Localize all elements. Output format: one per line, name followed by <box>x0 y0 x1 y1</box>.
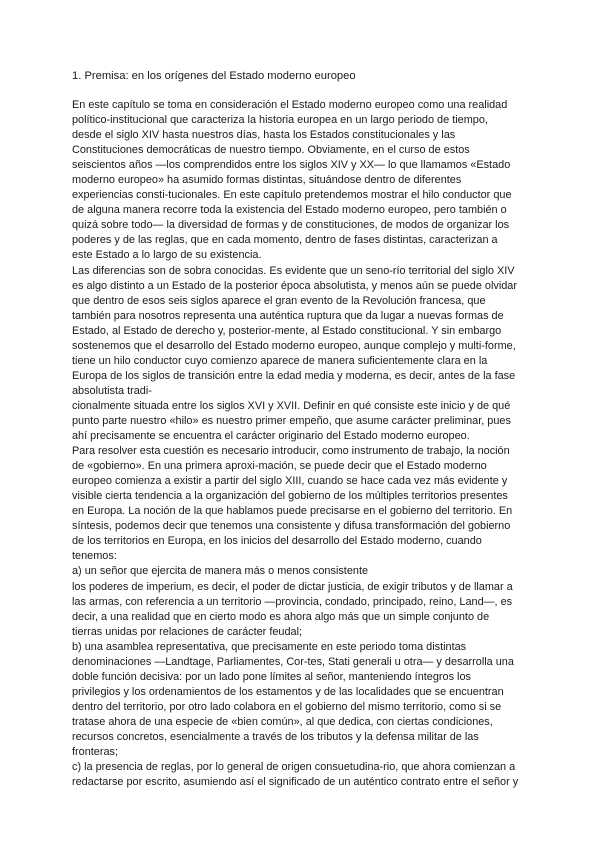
text-line: seiscientos años —los comprendidos entre los siglos XIV y XX— lo que llamamos «Estado <box>72 159 511 172</box>
body-text <box>72 98 552 790</box>
text-line: tierras unidas por relaciones de carácter feudal; <box>72 625 303 638</box>
text-line: este Estado a lo largo de su existencia. <box>72 249 262 262</box>
text-line: es algo distinto a un Estado de la posterior época absolutista, y menos aún se puede olvidar <box>72 279 517 292</box>
text-line: quizá sobre todo— la diversidad de formas y de constituciones, de modos de organizar los <box>72 219 510 232</box>
text-line: de «gobierno». En una primera aproxi-mación, se puede decir que el Estado moderno <box>72 460 487 473</box>
text-line: cionalmente situada entre los siglos XVI y XVII. Definir en qué consiste este inicio y de qué <box>72 399 511 412</box>
text-line: Las diferencias son de sobra conocidas. Es evidente que un seno-río territorial del siglo XIV <box>72 264 515 277</box>
text-line: síntesis, podemos decir que tenemos una consistente y difusa transformación del gobierno <box>72 520 511 533</box>
text-line: Estado, al Estado de derecho y, posterior-mente, al Estado constitucional. Y sin embargo <box>72 324 502 337</box>
text-line: En este capítulo se toma en consideración el Estado moderno europeo como una realidad <box>72 99 508 111</box>
text-line: de los territorios en Europa, en los inicios del desarrollo del Estado moderno, cuando <box>72 535 482 548</box>
text-line: doble función decisiva: por un lado pone límites al señor, manteniendo íntegros los <box>72 670 471 683</box>
text-line: sostenemos que el desarrollo del Estado moderno europeo, aunque complejo y multi-forme, <box>72 339 516 352</box>
text-line: en Europa. La noción de la que hablamos puede precisarse en el gobierno del territorio. En <box>72 505 513 518</box>
text-line: tiene un hilo conductor cuyo comienzo aparece de manera suficientemente clara en la <box>72 354 488 367</box>
text-line: absolutista tradi- <box>72 384 152 397</box>
text-line: visible cierta tendencia a la organización del gobierno de los múltiples territorios presentes <box>72 490 508 503</box>
text-line: los poderes de imperium, es decir, el poder de dictar justicia, de exigir tributos y de llamar a <box>72 580 513 593</box>
text-line: Constituciones democráticas de nuestro tiempo. Obviamente, en el curso de estos <box>72 144 470 157</box>
text-line: Europa de los siglos de transición entre la edad media y moderna, es decir, antes de la fase <box>72 369 516 382</box>
text-line: las armas, con referencia a un territorio —provincia, condado, principado, reino, Land—, es <box>72 595 513 608</box>
text-line: poderes y de las reglas, que en cada momento, dentro de fases distintas, caracterizan a <box>72 234 498 247</box>
text-line: punto parte nuestro «hilo» es nuestro primer empeño, que asume carácter preliminar, pues <box>72 414 511 427</box>
text-line: fronteras; <box>72 746 119 759</box>
text-line: recursos concretos, esencialmente a través de los tributos y la defensa militar de las <box>72 730 479 743</box>
text-line: europeo comienza a existir a partir del siglo XIII, cuando se hace cada vez más evidente y <box>72 475 508 488</box>
text-line: privilegios y los ordenamientos de los estamentos y de las localidades que se encuentran <box>72 685 504 698</box>
text-line: tenemos: <box>72 550 117 563</box>
text-line: redactarse por escrito, asumiendo así el significado de un auténtico contrato entre el señor y <box>72 776 519 789</box>
text-line: tratase ahora de una especie de «bien común», al que dedica, con ciertas condiciones, <box>72 715 493 728</box>
text-line: moderno europeo» ha asumido formas distintas, situándose dentro de diferentes <box>72 174 462 187</box>
text-line: dentro del territorio, por otro lado colabora en el gobierno del mismo territorio, como si se <box>72 700 502 713</box>
text-line: desde el siglo XIV hasta nuestros días, hasta los Estados constitucionales y las <box>72 129 456 142</box>
text-line: denominaciones —Landtage, Parliamentes, Cor-tes, Stati generali u otra— y desarrolla una <box>72 655 514 668</box>
text-line: experiencias consti-tucionales. En este capítulo pretendemos mostrar el hilo conductor que <box>72 189 512 202</box>
text-line: que dentro de esos seis siglos aparece el gran evento de la Revolución francesa, que <box>72 294 486 307</box>
text-line: ahí precisamente se encuentra el carácter originario del Estado moderno europeo. <box>72 430 470 443</box>
text-line: b) una asamblea representativa, que precisamente en este periodo toma distintas <box>72 640 467 653</box>
text-line: decir, a una realidad que en cierto modo es ahora algo más que un simple conjunto de <box>72 610 490 623</box>
text-line: a) un señor que ejercita de manera más o menos consistente <box>72 565 369 578</box>
text-line: también para nosotros representa una auténtica ruptura que da lugar a nuevas formas de <box>72 309 504 322</box>
section-heading: 1. Premisa: en los orígenes del Estado moderno europeo <box>72 70 356 82</box>
text-line: c) la presencia de reglas, por lo general de origen consuetudina-rio, que ahora comienzan a <box>72 761 516 774</box>
text-line: político-institucional que caracteriza la historia europea en un largo periodo de tiempo, <box>72 114 488 127</box>
text-line: de alguna manera recorre toda la existencia del Estado moderno europeo, pero también o <box>72 204 507 217</box>
text-line: Para resolver esta cuestión es necesario introducir, como instrumento de trabajo, la noción <box>72 445 510 458</box>
